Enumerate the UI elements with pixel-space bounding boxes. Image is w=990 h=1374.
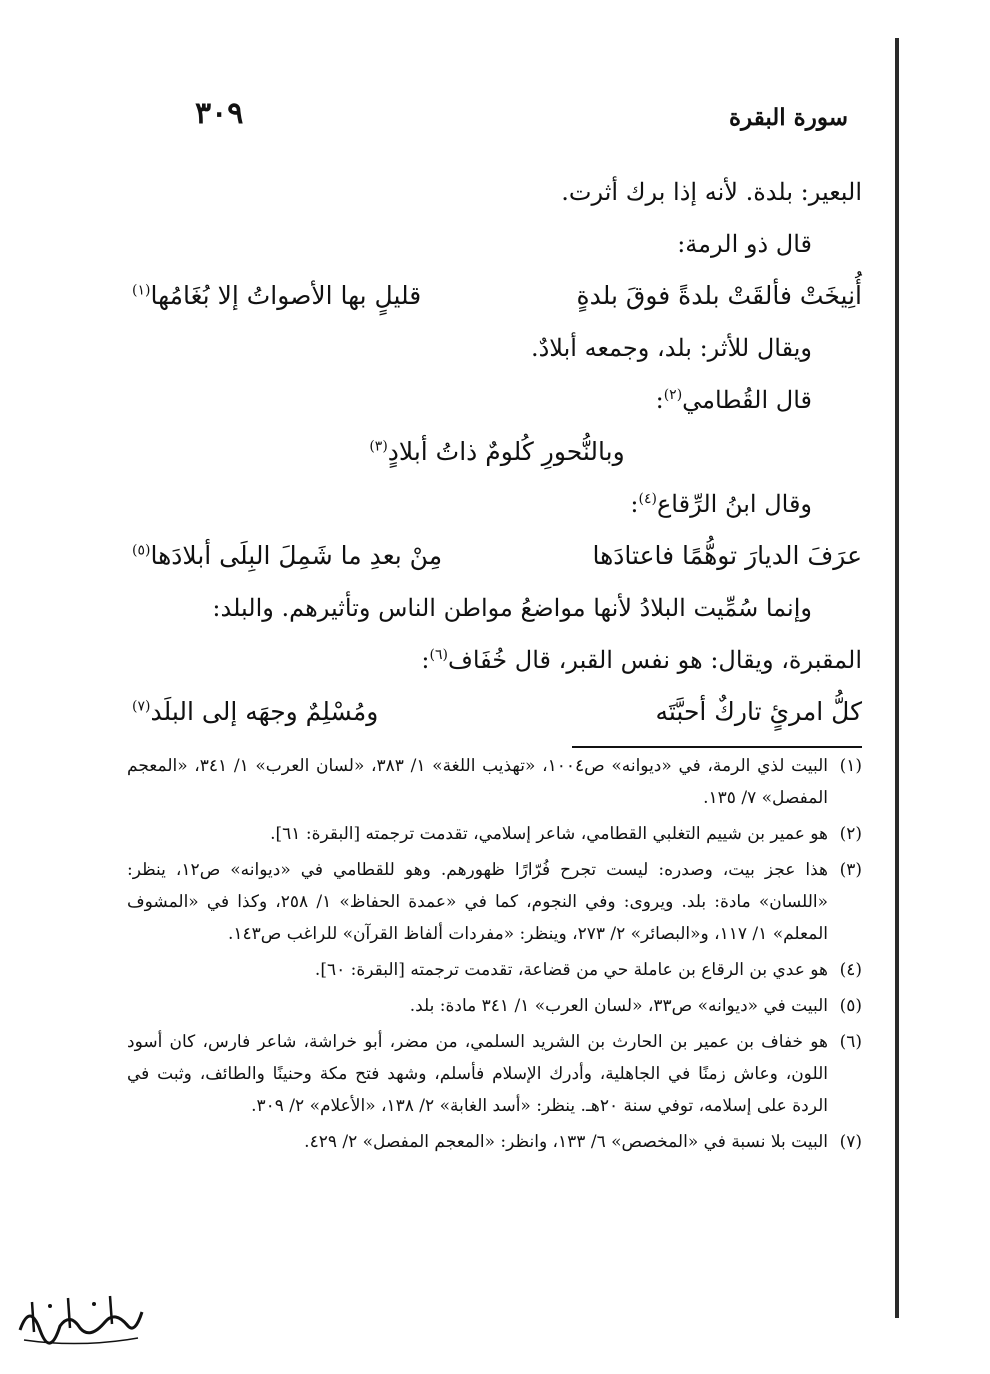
paragraph: وإنما سُمِّيت البلادُ لأنها مواضعُ مواطن الناس وتأثيرهم. والبلد:	[212, 594, 812, 622]
page-number: ٣٠٩	[195, 96, 244, 131]
footnote-number: (٤)	[839, 960, 862, 980]
footnote-text: هذا عجز بيت، وصدره: ليست تجرح فُرّارًا ظهورهم. وهو للقطامي في «ديوانه» ص١٢، ينظر: «اللسان» مادة: بلد. ويروى: وفي النجوم، كما في «عمدة الحفاظ» ١/ ٢٥٨، وكذا في «المشوف المعلم» ١/ ١١٧، و«البصائر» ٢/ ٢٧٣، وينظر: «مفردات ألفاظ القرآن» للراغب ص١٤٣.	[127, 860, 828, 944]
footnote-item	[127, 818, 862, 850]
footnote-item	[127, 750, 862, 814]
verse-second-hemistich: مِنْ بعدِ ما شَمِلَ البِلَى أبلادَها$^{(٥)}$	[132, 541, 443, 570]
footnote-item	[127, 1026, 862, 1122]
footnote-marker: (٤)	[638, 491, 657, 507]
footnote-marker: (٥)	[132, 542, 151, 559]
verse-second-hemistich: قليلٍ بها الأصواتُ إلا بُغَامُها$^{(١)}$	[132, 281, 422, 310]
paragraph: وقال ابنُ الرِّقاع$^{(٤)}$:	[630, 490, 812, 518]
footnote-text: هو عدي بن الرقاع بن عاملة حي من قضاعة، تقدمت ترجمته [البقرة: ٦٠].	[314, 960, 828, 980]
verse-line	[132, 270, 862, 322]
footnote-text: البيت لذي الرمة، في «ديوانه» ص١٠٠٤، «تهذيب اللغة» ١/ ٣٨٣، «لسان العرب» ١/ ٣٤١، «المعجم المفصل» ٧/ ١٣٥.	[127, 756, 829, 808]
paragraph: البعير: بلدة. لأنه إذا برك أثرت.	[561, 178, 862, 206]
footnote-text: هو خفاف بن عمير بن الحارث بن الشريد السلمي، من مضر، أبو خراشة، شاعر فارس، كان أسود اللون، وعاش زمنًا في الجاهلية، وأدرك الإسلام فأسلم، وشهد فتح مكة وحنينًا والطائف، وثبت في الردة على إسلامه، توفي سنة ٢٠هـ. ينظر: «أسد الغابة» ٢/ ١٣٨، «الأعلام» ٢/ ٣٠٩.	[127, 1032, 828, 1116]
footnotes	[127, 750, 862, 1162]
verse-first-hemistich: كلُّ امرئٍ تاركٌ أحبَّتَه	[655, 697, 862, 726]
footnote-number: (٧)	[839, 1132, 862, 1152]
footnote-marker: (٢)	[663, 387, 683, 403]
footnote-text: هو عمير بن شييم التغلبي القطامي، شاعر إسلامي، تقدمت ترجمته [البقرة: ٦١].	[270, 824, 828, 844]
footnote-item	[127, 1126, 862, 1158]
footnote-number: (٦)	[839, 1032, 862, 1052]
verse-hemistich: وبالنُّحورِ كُلومٌ ذاتُ أبلادٍ$^{(٣)}$	[369, 437, 625, 466]
main-text	[132, 166, 862, 738]
footnote-number: (١)	[839, 756, 862, 776]
footnote-number: (٥)	[839, 996, 862, 1016]
footnote-marker: (١)	[132, 282, 151, 299]
paragraph: قال ذو الرمة:	[677, 230, 812, 258]
footnote-marker: (٦)	[429, 647, 448, 663]
footnote-divider	[572, 746, 862, 748]
calligraphy-logo-icon	[10, 1282, 150, 1352]
verse-line	[132, 530, 862, 582]
footnote-number: (٣)	[839, 860, 862, 880]
paragraph: المقبرة، ويقال: هو نفس القبر، قال خُفَاف$^{(٦)}$:	[421, 646, 862, 674]
verse-first-hemistich: عرَفَ الديارَ توهُّمًا فاعتادَها	[592, 541, 862, 570]
footnote-item	[127, 854, 862, 950]
binding-line	[895, 38, 899, 1318]
paragraph: قال القُطامي$^{(٢)}$:	[655, 386, 812, 414]
footnote-item	[127, 954, 862, 986]
surah-title: سورة البقرة	[728, 104, 848, 131]
footnote-number: (٢)	[839, 824, 862, 844]
paragraph: ويقال للأثر: بلد، وجمعه أبلادٌ.	[530, 334, 812, 362]
footnote-text: البيت في «ديوانه» ص٣٣، «لسان العرب» ١/ ٣٤١ مادة: بلد.	[409, 996, 828, 1016]
verse-first-hemistich: أُنِيخَتْ فألقَتْ بلدةً فوقَ بلدةٍ	[576, 281, 862, 310]
footnote-text: البيت بلا نسبة في «المخصص» ٦/ ١٣٣، وانظر: «المعجم المفصل» ٢/ ٤٢٩.	[304, 1132, 828, 1152]
verse-line	[132, 426, 862, 478]
footnote-item	[127, 990, 862, 1022]
verse-second-hemistich: ومُسْلِمٌ وجهَه إلى البلَد$^{(٧)}$	[132, 697, 379, 726]
footnote-marker: (٣)	[369, 438, 388, 455]
verse-line	[132, 686, 862, 738]
footnote-marker: (٧)	[132, 698, 151, 715]
